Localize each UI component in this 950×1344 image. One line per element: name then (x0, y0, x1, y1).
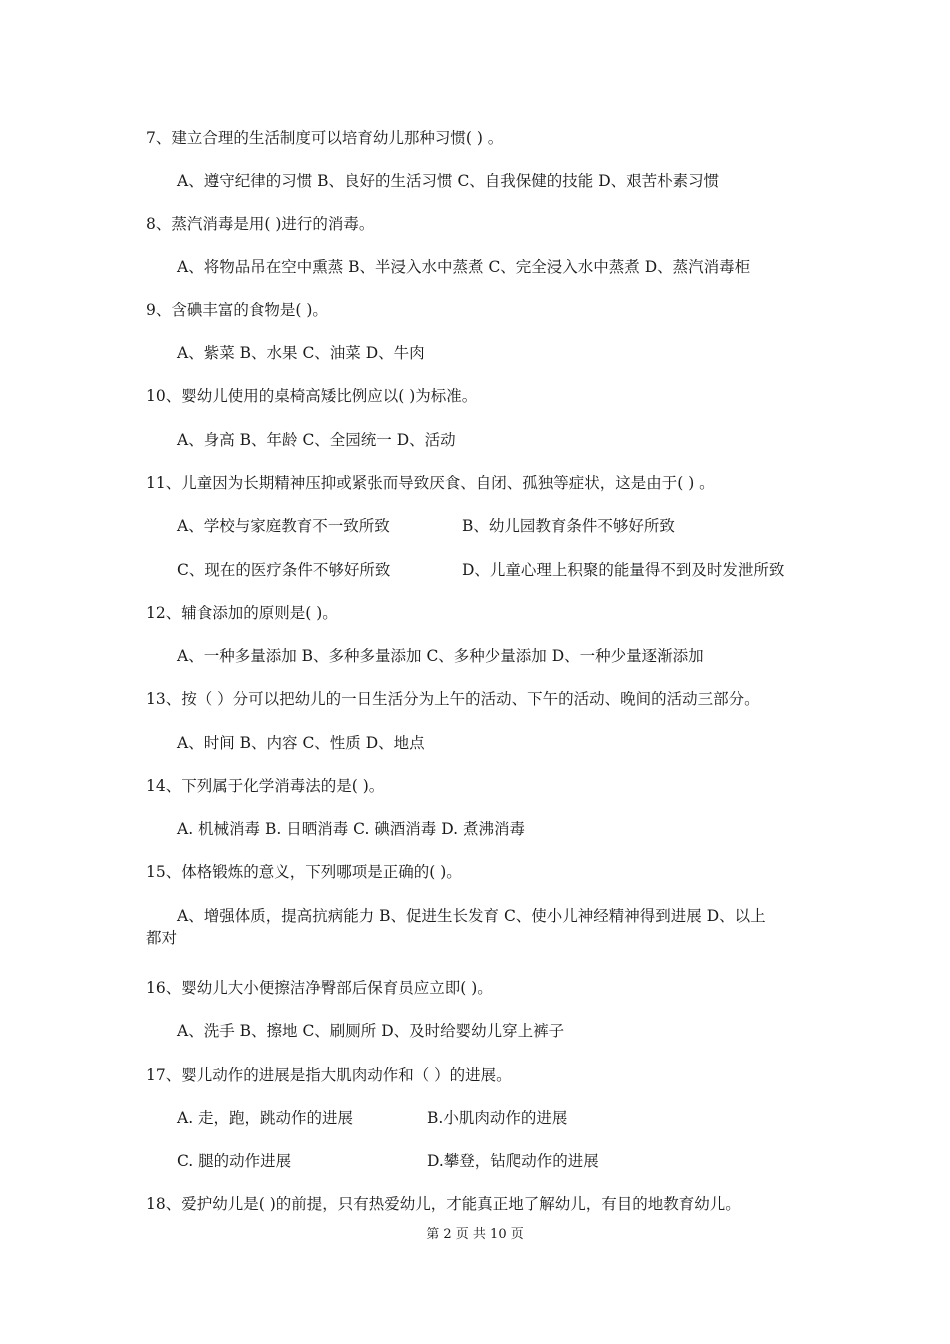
question-12-stem: 12、辅食添加的原则是( )。 (146, 604, 338, 622)
question-9-stem: 9、含碘丰富的食物是( )。 (146, 301, 328, 319)
question-16-options: A、洗手 B、擦地 C、刷厕所 D、及时给婴幼儿穿上裤子 (177, 1022, 565, 1040)
question-13-options: A、时间 B、内容 C、性质 D、地点 (177, 734, 425, 752)
question-8-stem: 8、蒸汽消毒是用( )进行的消毒。 (146, 215, 375, 233)
question-14-stem: 14、下列属于化学消毒法的是( )。 (146, 777, 385, 795)
question-17-option-d: D.攀登，钻爬动作的进展 (427, 1152, 599, 1170)
question-15-options-line-1: A、增强体质，提高抗病能力 B、促进生长发育 C、使小儿神经精神得到进展 D、以上 (177, 907, 766, 925)
question-7-stem: 7、建立合理的生活制度可以培育幼儿那种习惯( ) 。 (146, 129, 504, 147)
question-15-options (146, 905, 808, 949)
question-17-stem: 17、婴儿动作的进展是指大肌肉动作和（ ）的进展。 (146, 1066, 512, 1084)
question-11-option-d: D、儿童心理上积聚的能量得不到及时发泄所致 (462, 561, 785, 579)
question-15-stem: 15、体格锻炼的意义，下列哪项是正确的( )。 (146, 863, 462, 881)
question-11-option-c: C、现在的医疗条件不够好所致 (177, 561, 391, 579)
question-16-stem: 16、婴幼儿大小便擦洁净臀部后保育员应立即( )。 (146, 979, 493, 997)
page-footer: 第 2 页 共 10 页 (426, 1227, 524, 1242)
question-10-stem: 10、婴幼儿使用的桌椅高矮比例应以( )为标准。 (146, 387, 478, 405)
question-17-option-b: B.小肌肉动作的进展 (427, 1109, 568, 1127)
question-11-stem: 11、儿童因为长期精神压抑或紧张而导致厌食、自闭、孤独等症状，这是由于( ) 。 (146, 474, 715, 492)
question-12-options: A、一种多量添加 B、多种多量添加 C、多种少量添加 D、一种少量逐渐添加 (177, 647, 704, 665)
question-11-option-b: B、幼儿园教育条件不够好所致 (462, 517, 675, 535)
question-7-options: A、遵守纪律的习惯 B、良好的生活习惯 C、自我保健的技能 D、艰苦朴素习惯 (177, 172, 720, 190)
question-15-options-line-2: 都对 (146, 929, 178, 947)
question-8-options: A、将物品吊在空中熏蒸 B、半浸入水中蒸煮 C、完全浸入水中蒸煮 D、蒸汽消毒柜 (177, 258, 751, 276)
question-17-option-a: A. 走，跑，跳动作的进展 (177, 1109, 354, 1127)
question-14-options: A. 机械消毒 B. 日晒消毒 C. 碘酒消毒 D. 煮沸消毒 (177, 820, 525, 838)
question-13-stem: 13、按（ ）分可以把幼儿的一日生活分为上午的活动、下午的活动、晚间的活动三部分。 (146, 690, 760, 708)
question-11-option-a: A、学校与家庭教育不一致所致 (177, 517, 390, 535)
question-17-option-c: C. 腿的动作进展 (177, 1152, 292, 1170)
question-18-stem: 18、爱护幼儿是( )的前提，只有热爱幼儿，才能真正地了解幼儿，有目的地教育幼儿。 (146, 1195, 741, 1213)
question-10-options: A、身高 B、年龄 C、全园统一 D、活动 (177, 431, 456, 449)
question-9-options: A、紫菜 B、水果 C、油菜 D、牛肉 (177, 344, 425, 362)
